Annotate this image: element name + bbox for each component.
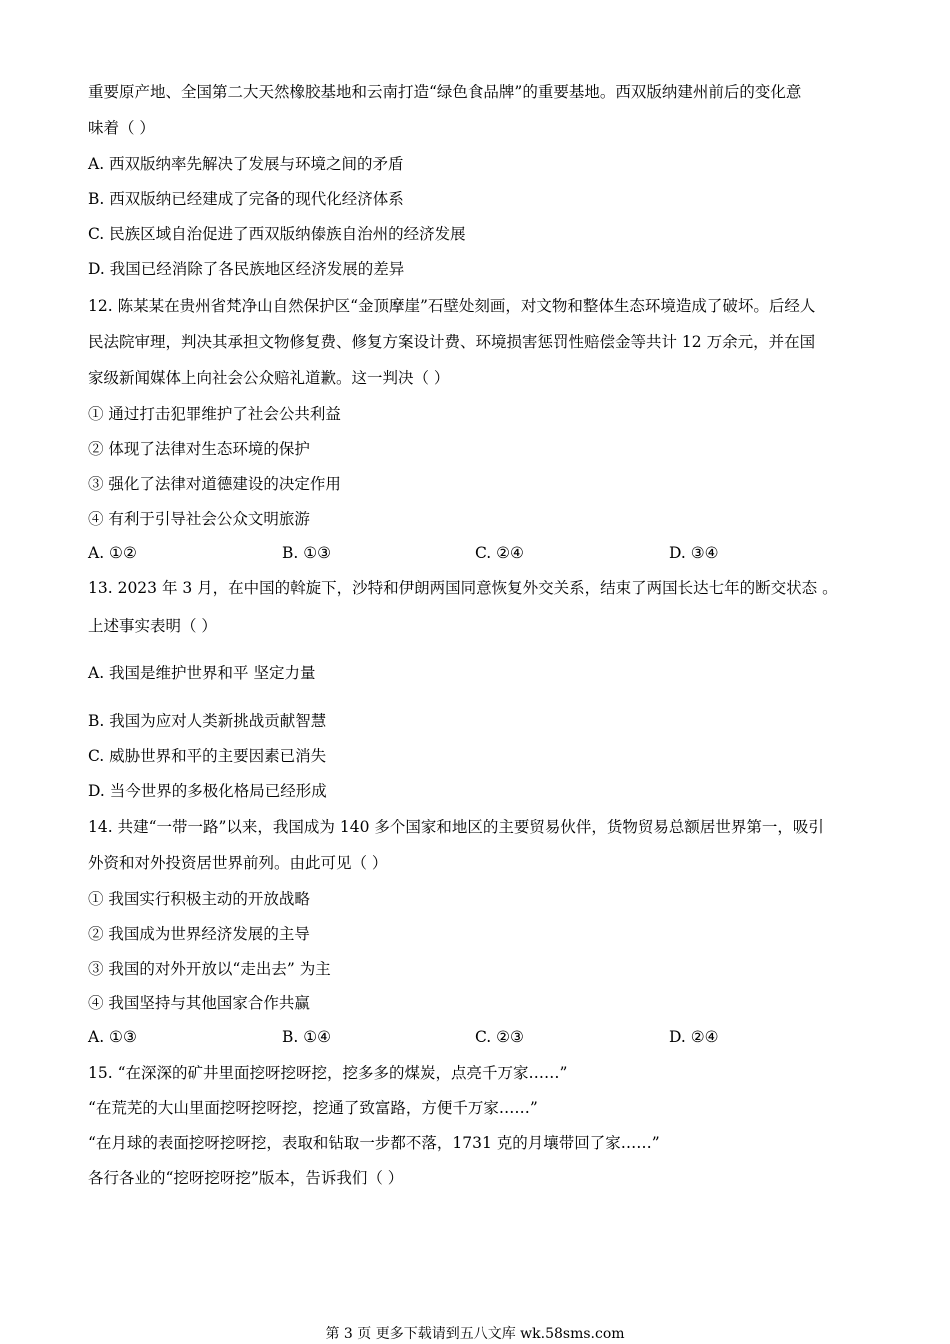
q14-statement-2: ② 我国成为世界经济发展的主导 (88, 925, 310, 943)
q15-stem: 各行各业的“挖呀挖呀挖”版本，告诉我们（ ） (88, 1169, 404, 1187)
q11-stem-line-1: 重要原产地、全国第二大天然橡胶基地和云南打造“绿色食品牌”的重要基地。西双版纳建州前后的变化意 (88, 83, 802, 101)
q15-lyric-3: “在月球的表面挖呀挖呀挖，表取和钻取一步都不落，1731 克的月壤带回了家……” (88, 1134, 660, 1152)
q12-stem-line-3: 家级新闻媒体上向社会公众赔礼道歉。这一判决（ ） (88, 369, 450, 387)
q12-stem-line-2: 民法院审理，判决其承担文物修复费、修复方案设计费、环境损害惩罚性赔偿金等共计 12 万余元，并在国 (88, 333, 816, 351)
q11-option-a: A. 西双版纳率先解决了发展与环境之间的矛盾 (88, 155, 404, 173)
q14-option-d: D. ②④ (669, 1028, 719, 1046)
q12-statement-3: ③ 强化了法律对道德建设的决定作用 (88, 475, 341, 493)
q14-stem-line-2: 外资和对外投资居世界前列。由此可见（ ） (88, 854, 388, 872)
q13-option-c: C. 威胁世界和平的主要因素已消失 (88, 747, 327, 765)
q11-option-c: C. 民族区域自治促进了西双版纳傣族自治州的经济发展 (88, 225, 466, 243)
q13-option-b: B. 我国为应对人类新挑战贡献智慧 (88, 712, 327, 730)
q12-statement-2: ② 体现了法律对生态环境的保护 (88, 440, 310, 458)
q15-lyric-2: “在荒芜的大山里面挖呀挖呀挖，挖通了致富路，方便千万家……” (88, 1099, 538, 1117)
q12-stem-line-1: 12. 陈某某在贵州省梵净山自然保护区“金顶摩崖”石壁处刻画，对文物和整体生态环境造成了破坏。后经人 (88, 297, 816, 315)
q13-stem-line-2: 上述事实表明（ ） (88, 617, 217, 635)
q14-statement-3: ③ 我国的对外开放以“走出去” 为主 (88, 960, 331, 978)
q11-stem-line-2: 味着（ ） (88, 119, 155, 137)
q14-statement-1: ① 我国实行积极主动的开放战略 (88, 890, 310, 908)
page-footer: 第 3 页 更多下载请到五八文库 wk.58sms.com (325, 1326, 625, 1342)
q14-options-row (88, 1027, 888, 1047)
q14-option-b: B. ①④ (282, 1028, 332, 1046)
q15-lyric-1: 15. “在深深的矿井里面挖呀挖呀挖，挖多多的煤炭，点亮千万家……” (88, 1064, 568, 1082)
q11-option-d: D. 我国已经消除了各民族地区经济发展的差异 (88, 260, 405, 278)
q13-option-a: A. 我国是维护世界和平 坚定力量 (88, 664, 316, 682)
q12-option-d: D. ③④ (669, 544, 719, 562)
q14-option-a: A. ①③ (88, 1028, 137, 1046)
q12-statement-1: ① 通过打击犯罪维护了社会公共利益 (88, 405, 341, 423)
q12-options-row (88, 543, 888, 563)
q12-statement-4: ④ 有利于引导社会公众文明旅游 (88, 510, 310, 528)
q11-option-b: B. 西双版纳已经建成了完备的现代化经济体系 (88, 190, 404, 208)
q13-stem-line-1: 13. 2023 年 3 月，在中国的斡旋下，沙特和伊朗两国同意恢复外交关系，结束了两国长达七年的断交状态 。 (88, 579, 838, 597)
q12-option-a: A. ①② (88, 544, 137, 562)
q12-option-b: B. ①③ (282, 544, 332, 562)
q14-option-c: C. ②③ (475, 1028, 524, 1046)
q14-statement-4: ④ 我国坚持与其他国家合作共赢 (88, 994, 310, 1012)
q12-option-c: C. ②④ (475, 544, 524, 562)
q13-option-d: D. 当今世界的多极化格局已经形成 (88, 782, 327, 800)
q14-stem-line-1: 14. 共建“一带一路”以来，我国成为 140 多个国家和地区的主要贸易伙伴，货物贸易总额居世界第一，吸引 (88, 818, 824, 836)
